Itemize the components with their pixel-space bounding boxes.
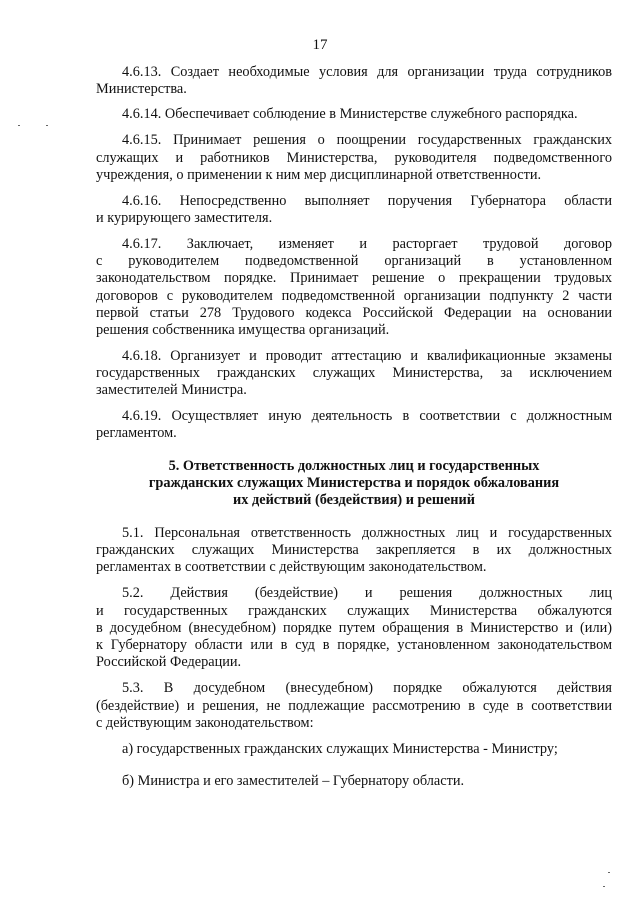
paragraph-line: Российской Федерации. [96,654,242,670]
paragraph-line: первой статьи 278 Трудового кодекса Российской Федерации на основании [96,305,612,321]
paragraph-line: с руководителем подведомственной организаций в установленном [96,253,612,269]
paragraph-line: 5.2. Действия (бездействие) и решения должностных лиц [122,585,612,601]
paragraph-line: служащих и работников Министерства, руководителя подведомственного [96,150,612,166]
paragraph-line: регламентах в соответствии с действующим законодательством. [96,559,487,575]
paragraph-line: Министерства. [96,81,187,97]
paragraph-line: 4.6.16. Непосредственно выполняет поручения Губернатора области [122,193,612,209]
scan-speck [46,125,48,126]
scan-speck [18,125,20,126]
paragraph-line: регламентом. [96,425,177,441]
paragraph-line: 4.6.17. Заключает, изменяет и расторгает трудовой договор [122,236,612,252]
section-heading: 5. Ответственность должностных лиц и государственных [168,458,540,474]
paragraph-line: с действующим законодательством: [96,715,314,731]
scan-speck [608,872,610,873]
paragraph-line: к Губернатору области или в суд в порядке, установленном законодательством [96,637,612,653]
paragraph-line: договоров с руководителем подведомственной организации подпункту 2 части [96,288,612,304]
paragraph-line: 5.1. Персональная ответственность должностных лиц и государственных [122,525,612,541]
section-heading: гражданских служащих Министерства и порядок обжалования [148,475,560,491]
paragraph-line: гражданских служащих Министерства закрепляется в их должностных [96,542,612,558]
paragraph-line: 4.6.15. Принимает решения о поощрении государственных гражданских [122,132,612,148]
paragraph-line: государственных гражданских служащих Министерства, за исключением [96,365,612,381]
paragraph-line: решения собственника имущества организаций. [96,322,390,338]
scan-speck [603,886,605,887]
paragraph-line: 4.6.19. Осуществляет иную деятельность в соответствии с должностным [122,408,612,424]
paragraph-line: законодательством порядке. Принимает решение о прекращении трудовых [96,270,612,286]
paragraph-line: 5.3. В досудебном (внесудебном) порядке обжалуются действия [122,680,612,696]
paragraph-line: в досудебном (внесудебном) порядке путем обращения в Министерство и (или) [96,620,612,636]
paragraph-line: и курирующего заместителя. [96,210,273,226]
page-number: 17 [312,37,328,53]
paragraph-line: учреждения, о применении к ним мер дисциплинарной ответственности. [96,167,542,183]
paragraph-line: заместителей Министра. [96,382,247,398]
list-item: б) Министра и его заместителей – Губернатору области. [122,773,465,789]
section-heading: их действий (бездействия) и решений [233,492,475,508]
list-item: а) государственных гражданских служащих Министерства - Министру; [122,741,558,757]
paragraph-line: и государственных гражданских служащих Министерства обжалуются [96,603,612,619]
paragraph-line: 4.6.13. Создает необходимые условия для организации труда сотрудников [122,64,612,80]
paragraph-line: 4.6.14. Обеспечивает соблюдение в Министерстве служебного распорядка. [122,106,578,122]
paragraph-line: (бездействие) и решения, не подлежащие рассмотрению в суде в соответствии [96,698,612,714]
paragraph-line: 4.6.18. Организует и проводит аттестацию и квалификационные экзамены [122,348,612,364]
